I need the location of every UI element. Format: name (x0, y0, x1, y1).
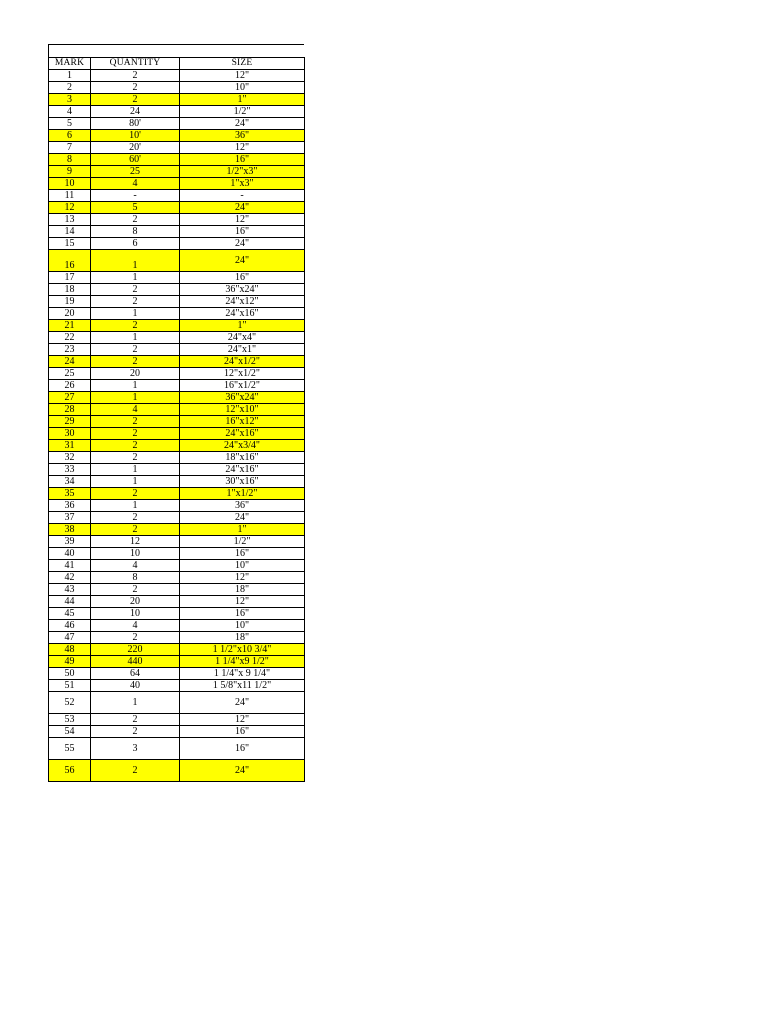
cell-size[interactable]: 24"x4" (180, 332, 305, 344)
cell-mark[interactable]: 12 (49, 202, 91, 214)
cell-quantity[interactable]: 2 (91, 214, 180, 226)
table-row (49, 416, 305, 428)
cell-mark[interactable]: 54 (49, 726, 91, 738)
table-row (49, 596, 305, 608)
cell-mark[interactable]: 49 (49, 656, 91, 668)
cell-mark[interactable]: 38 (49, 524, 91, 536)
cell-quantity[interactable]: 20 (91, 368, 180, 380)
table-row (49, 524, 305, 536)
cell-size[interactable]: 36" (180, 500, 305, 512)
cell-mark[interactable]: 23 (49, 344, 91, 356)
table-row (49, 488, 305, 500)
cell-size[interactable]: 24" (180, 202, 305, 214)
table-row (49, 296, 305, 308)
cell-quantity[interactable]: 5 (91, 202, 180, 214)
table-row (49, 70, 305, 82)
cell-quantity[interactable]: 2 (91, 284, 180, 296)
cell-mark[interactable]: 11 (49, 190, 91, 202)
cell-mark[interactable]: 42 (49, 572, 91, 584)
cell-quantity[interactable]: 1 (91, 308, 180, 320)
cell-quantity[interactable]: 2 (91, 488, 180, 500)
cell-mark[interactable]: 9 (49, 166, 91, 178)
cell-quantity[interactable]: 220 (91, 644, 180, 656)
cell-quantity[interactable]: 2 (91, 512, 180, 524)
cell-mark[interactable]: 3 (49, 94, 91, 106)
cell-size[interactable]: 10" (180, 82, 305, 94)
cell-quantity[interactable]: 2 (91, 428, 180, 440)
cell-size[interactable]: 16" (180, 608, 305, 620)
cell-size[interactable]: 1 5/8"x11 1/2" (180, 680, 305, 692)
table-row (49, 476, 305, 488)
cell-quantity[interactable]: 1 (91, 476, 180, 488)
cell-size[interactable]: 1 1/4"x9 1/2" (180, 656, 305, 668)
table-row (49, 308, 305, 320)
table-row (49, 284, 305, 296)
cell-mark[interactable]: 41 (49, 560, 91, 572)
cell-quantity[interactable]: 6 (91, 238, 180, 250)
cell-size[interactable]: 12"x1/2" (180, 368, 305, 380)
cell-size[interactable]: 16" (180, 272, 305, 284)
cell-quantity[interactable]: 1 (91, 250, 180, 272)
cell-mark[interactable]: 22 (49, 332, 91, 344)
cell-mark[interactable]: 46 (49, 620, 91, 632)
table-row (49, 320, 305, 332)
cell-quantity[interactable]: 2 (91, 296, 180, 308)
cell-size[interactable]: 1/2"x3" (180, 166, 305, 178)
cell-size[interactable]: 16" (180, 726, 305, 738)
cell-mark[interactable]: 13 (49, 214, 91, 226)
cell-mark[interactable]: 2 (49, 82, 91, 94)
cell-size[interactable]: 18" (180, 584, 305, 596)
cell-size[interactable]: 24"x12" (180, 296, 305, 308)
cell-mark[interactable]: 30 (49, 428, 91, 440)
cell-size[interactable]: 36"x24" (180, 284, 305, 296)
table-row (49, 272, 305, 284)
cell-size[interactable]: 12"x10" (180, 404, 305, 416)
cell-size[interactable]: 24" (180, 238, 305, 250)
table-row (49, 464, 305, 476)
cell-size[interactable]: 12" (180, 714, 305, 726)
cell-quantity[interactable]: 440 (91, 656, 180, 668)
cell-quantity[interactable]: 2 (91, 726, 180, 738)
cell-size[interactable]: 12" (180, 70, 305, 82)
cell-size[interactable]: 30"x16" (180, 476, 305, 488)
cell-mark[interactable]: 17 (49, 272, 91, 284)
cell-quantity[interactable]: 2 (91, 452, 180, 464)
cell-mark[interactable]: 34 (49, 476, 91, 488)
cell-quantity[interactable]: 2 (91, 524, 180, 536)
table-row (49, 94, 305, 106)
cell-size[interactable]: 24"x16" (180, 428, 305, 440)
cell-quantity[interactable]: 2 (91, 440, 180, 452)
cell-mark[interactable]: 56 (49, 760, 91, 782)
cell-quantity[interactable]: 1 (91, 332, 180, 344)
cell-size[interactable]: 12" (180, 142, 305, 154)
table-row (49, 548, 305, 560)
table-row (49, 130, 305, 142)
cell-size[interactable]: 18"x16" (180, 452, 305, 464)
cell-mark[interactable]: 14 (49, 226, 91, 238)
table-row (49, 226, 305, 238)
cell-mark[interactable]: 44 (49, 596, 91, 608)
table-row (49, 368, 305, 380)
cell-size[interactable]: 1" (180, 94, 305, 106)
cell-size[interactable]: 10" (180, 620, 305, 632)
cell-quantity[interactable]: 60' (91, 154, 180, 166)
cell-mark[interactable]: 48 (49, 644, 91, 656)
table-row (49, 738, 305, 760)
cell-size[interactable]: 24"x1/2" (180, 356, 305, 368)
cell-quantity[interactable]: 80' (91, 118, 180, 130)
cell-size[interactable]: 1"x3" (180, 178, 305, 190)
cell-mark[interactable]: 45 (49, 608, 91, 620)
table-row (49, 190, 305, 202)
table-row (49, 644, 305, 656)
cell-size[interactable]: 1" (180, 524, 305, 536)
cell-size[interactable]: 36" (180, 130, 305, 142)
cell-size[interactable]: 1 1/2"x10 3/4" (180, 644, 305, 656)
table-row (49, 620, 305, 632)
cell-size[interactable]: 12" (180, 214, 305, 226)
cell-quantity[interactable]: 10 (91, 608, 180, 620)
table-row (49, 584, 305, 596)
cell-quantity[interactable]: 1 (91, 464, 180, 476)
cell-size[interactable]: 24"x1" (180, 344, 305, 356)
table-row (49, 632, 305, 644)
table-row (49, 178, 305, 190)
table-row (49, 332, 305, 344)
table-row (49, 106, 305, 118)
cell-size[interactable]: 16" (180, 226, 305, 238)
cell-quantity[interactable]: 3 (91, 738, 180, 760)
cell-mark[interactable]: 50 (49, 668, 91, 680)
cell-quantity[interactable]: 10' (91, 130, 180, 142)
cell-size[interactable]: 12" (180, 596, 305, 608)
cell-mark[interactable]: 37 (49, 512, 91, 524)
cell-size[interactable]: 24" (180, 118, 305, 130)
cell-quantity[interactable]: 1 (91, 380, 180, 392)
cell-quantity[interactable]: 1 (91, 392, 180, 404)
table-row (49, 760, 305, 782)
cell-size[interactable]: 24" (180, 250, 305, 272)
cell-quantity[interactable]: 2 (91, 70, 180, 82)
cell-mark[interactable]: 10 (49, 178, 91, 190)
cell-mark[interactable]: 8 (49, 154, 91, 166)
cell-mark[interactable]: 25 (49, 368, 91, 380)
cell-mark[interactable]: 21 (49, 320, 91, 332)
table-row (49, 512, 305, 524)
cell-mark[interactable]: 40 (49, 548, 91, 560)
cell-mark[interactable]: 15 (49, 238, 91, 250)
cell-size[interactable]: 24"x16" (180, 464, 305, 476)
cell-mark[interactable]: 47 (49, 632, 91, 644)
table-row (49, 356, 305, 368)
table-row (49, 82, 305, 94)
cell-mark[interactable]: 4 (49, 106, 91, 118)
header-row (49, 58, 305, 70)
cell-mark[interactable]: 18 (49, 284, 91, 296)
cell-mark[interactable]: 7 (49, 142, 91, 154)
table-row (49, 118, 305, 130)
cell-mark[interactable]: 27 (49, 392, 91, 404)
table-row (49, 380, 305, 392)
cell-mark[interactable]: 33 (49, 464, 91, 476)
spreadsheet (48, 44, 304, 782)
cell-mark[interactable]: 24 (49, 356, 91, 368)
cell-mark[interactable]: 16 (49, 250, 91, 272)
table-row (49, 428, 305, 440)
table-row (49, 536, 305, 548)
cell-size[interactable]: 16" (180, 738, 305, 760)
cell-size[interactable]: 1/2" (180, 536, 305, 548)
cell-quantity[interactable]: 2 (91, 320, 180, 332)
cell-quantity[interactable]: 10 (91, 548, 180, 560)
cell-mark[interactable]: 20 (49, 308, 91, 320)
table-row (49, 572, 305, 584)
table-row (49, 668, 305, 680)
cell-quantity[interactable]: 2 (91, 760, 180, 782)
cell-quantity[interactable]: 1 (91, 272, 180, 284)
cell-quantity[interactable]: - (91, 190, 180, 202)
cell-quantity[interactable]: 1 (91, 500, 180, 512)
cell-mark[interactable]: 51 (49, 680, 91, 692)
parts-table (48, 57, 305, 782)
cell-quantity[interactable]: 64 (91, 668, 180, 680)
cell-quantity[interactable]: 20' (91, 142, 180, 154)
cell-size[interactable]: 24" (180, 512, 305, 524)
sheet-top-border (48, 44, 304, 57)
cell-mark[interactable]: 26 (49, 380, 91, 392)
cell-quantity[interactable]: 2 (91, 94, 180, 106)
cell-quantity[interactable]: 2 (91, 82, 180, 94)
cell-quantity[interactable]: 4 (91, 560, 180, 572)
cell-quantity[interactable]: 2 (91, 416, 180, 428)
column-header-size[interactable]: SIZE (180, 58, 305, 70)
table-row (49, 440, 305, 452)
cell-quantity[interactable]: 40 (91, 680, 180, 692)
cell-quantity[interactable]: 8 (91, 572, 180, 584)
table-row (49, 680, 305, 692)
cell-size[interactable]: 16" (180, 154, 305, 166)
table-row (49, 250, 305, 272)
cell-quantity[interactable]: 2 (91, 584, 180, 596)
table-row (49, 392, 305, 404)
cell-size[interactable]: 16" (180, 548, 305, 560)
cell-size[interactable]: 24"x16" (180, 308, 305, 320)
table-row (49, 714, 305, 726)
cell-size[interactable]: 24" (180, 760, 305, 782)
table-row (49, 214, 305, 226)
table-row (49, 608, 305, 620)
cell-size[interactable]: 24" (180, 692, 305, 714)
cell-quantity[interactable]: 1 (91, 692, 180, 714)
cell-mark[interactable]: 31 (49, 440, 91, 452)
cell-quantity[interactable]: 2 (91, 632, 180, 644)
cell-mark[interactable]: 32 (49, 452, 91, 464)
cell-size[interactable]: 10" (180, 560, 305, 572)
cell-quantity[interactable]: 8 (91, 226, 180, 238)
cell-size[interactable]: 1/2" (180, 106, 305, 118)
cell-mark[interactable]: 39 (49, 536, 91, 548)
cell-size[interactable]: 1 1/4"x 9 1/4" (180, 668, 305, 680)
cell-size[interactable]: 16"x1/2" (180, 380, 305, 392)
cell-mark[interactable]: 52 (49, 692, 91, 714)
cell-mark[interactable]: 36 (49, 500, 91, 512)
cell-mark[interactable]: 5 (49, 118, 91, 130)
cell-quantity[interactable]: 4 (91, 620, 180, 632)
cell-mark[interactable]: 1 (49, 70, 91, 82)
cell-quantity[interactable]: 25 (91, 166, 180, 178)
cell-size[interactable]: 12" (180, 572, 305, 584)
table-row (49, 202, 305, 214)
cell-quantity[interactable]: 24 (91, 106, 180, 118)
table-row (49, 404, 305, 416)
table-row (49, 344, 305, 356)
cell-mark[interactable]: 35 (49, 488, 91, 500)
table-row (49, 142, 305, 154)
cell-size[interactable]: 36"x24" (180, 392, 305, 404)
cell-size[interactable]: 18" (180, 632, 305, 644)
cell-size[interactable]: 16"x12" (180, 416, 305, 428)
cell-size[interactable]: 1" (180, 320, 305, 332)
column-header-mark[interactable]: MARK (49, 58, 91, 70)
cell-quantity[interactable]: 2 (91, 356, 180, 368)
cell-mark[interactable]: 55 (49, 738, 91, 760)
cell-mark[interactable]: 28 (49, 404, 91, 416)
table-row (49, 726, 305, 738)
cell-size[interactable]: 1"x1/2" (180, 488, 305, 500)
table-row (49, 166, 305, 178)
cell-quantity[interactable]: 4 (91, 178, 180, 190)
column-header-quantity[interactable]: QUANTITY (91, 58, 180, 70)
table-row (49, 656, 305, 668)
table-row (49, 560, 305, 572)
table-row (49, 452, 305, 464)
cell-mark[interactable]: 43 (49, 584, 91, 596)
cell-mark[interactable]: 19 (49, 296, 91, 308)
cell-mark[interactable]: 29 (49, 416, 91, 428)
table-row (49, 692, 305, 714)
cell-mark[interactable]: 53 (49, 714, 91, 726)
cell-quantity[interactable]: 4 (91, 404, 180, 416)
cell-size[interactable]: 24"x3/4" (180, 440, 305, 452)
table-row (49, 154, 305, 166)
table-row (49, 500, 305, 512)
cell-quantity[interactable]: 20 (91, 596, 180, 608)
table-row (49, 238, 305, 250)
cell-size[interactable]: - (180, 190, 305, 202)
cell-quantity[interactable]: 2 (91, 714, 180, 726)
cell-mark[interactable]: 6 (49, 130, 91, 142)
cell-quantity[interactable]: 12 (91, 536, 180, 548)
cell-quantity[interactable]: 2 (91, 344, 180, 356)
